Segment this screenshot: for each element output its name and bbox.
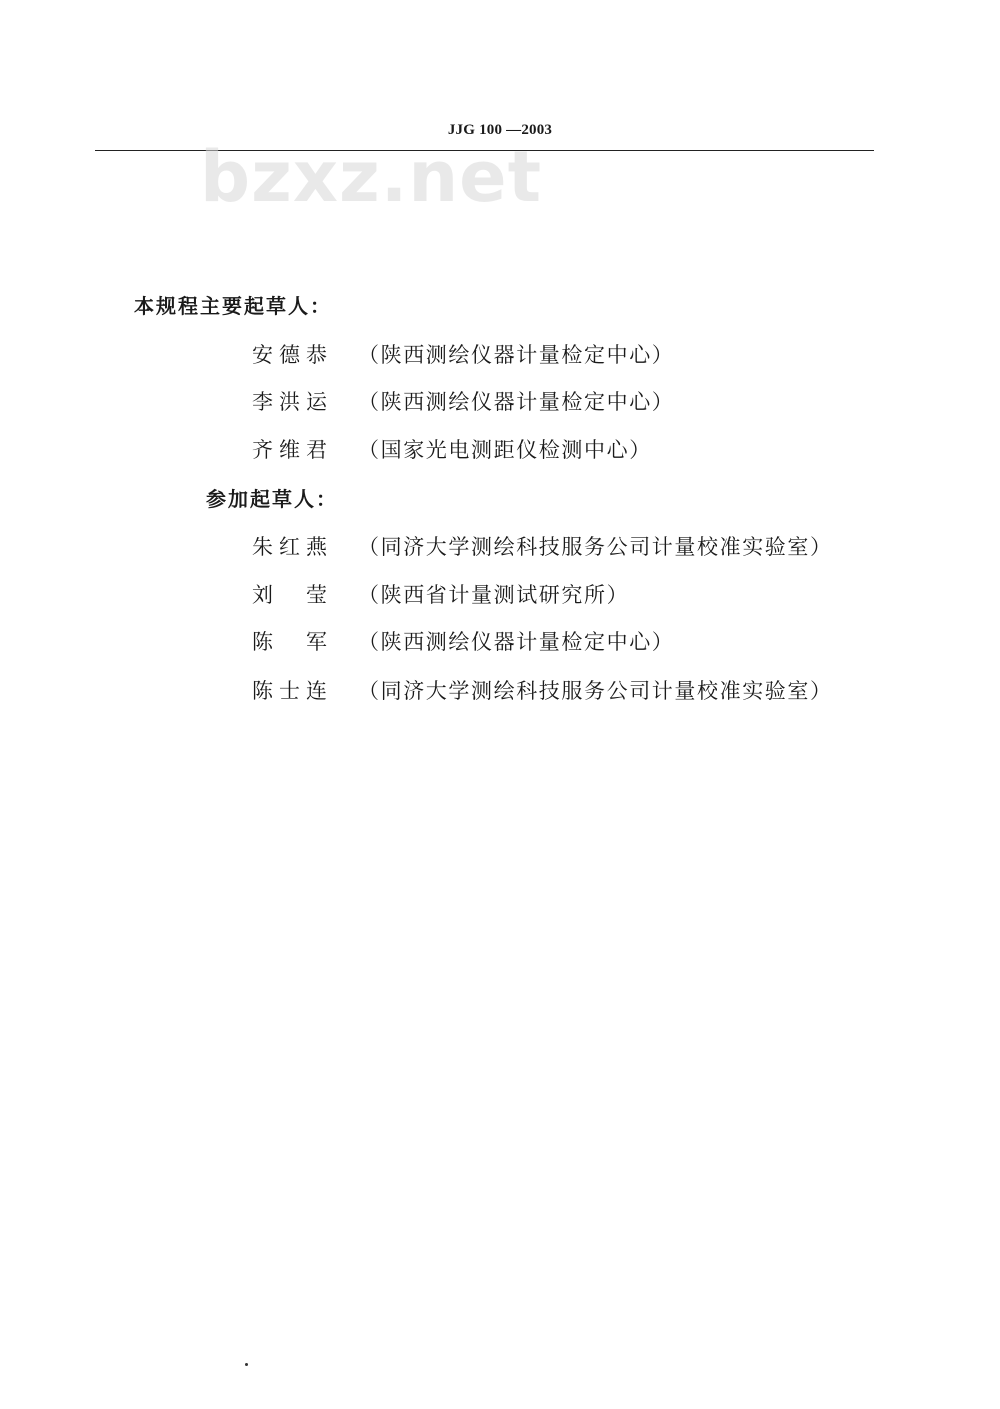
scan-speck [245, 1363, 248, 1366]
page-header: JJG 100 —2003 [447, 122, 553, 138]
drafter-org: （同济大学测绘科技服务公司计量校准实验室） [358, 535, 833, 559]
drafter-org: （同济大学测绘科技服务公司计量校准实验室） [358, 679, 833, 703]
drafter-org: （陕西测绘仪器计量检定中心） [358, 390, 675, 414]
drafter-name: 安德恭 [252, 343, 328, 367]
drafter-name: 刘 莹 [252, 583, 328, 607]
drafter-org: （陕西测绘仪器计量检定中心） [358, 343, 675, 367]
watermark: bzxz.net [200, 136, 543, 218]
drafter-name: 李洪运 [252, 390, 328, 414]
drafter-org: （国家光电测距仪检测中心） [358, 438, 652, 462]
participating-drafters-heading: 参加起草人： [206, 487, 338, 511]
drafter-name: 陈士连 [252, 679, 328, 703]
drafter-org: （陕西测绘仪器计量检定中心） [358, 630, 675, 654]
drafter-name: 齐维君 [252, 438, 328, 462]
drafter-name: 朱红燕 [252, 535, 328, 559]
drafter-org: （陕西省计量测试研究所） [358, 583, 630, 607]
header-rule [95, 150, 874, 151]
drafter-name: 陈 军 [252, 630, 328, 654]
main-drafters-heading: 本规程主要起草人： [134, 294, 332, 318]
